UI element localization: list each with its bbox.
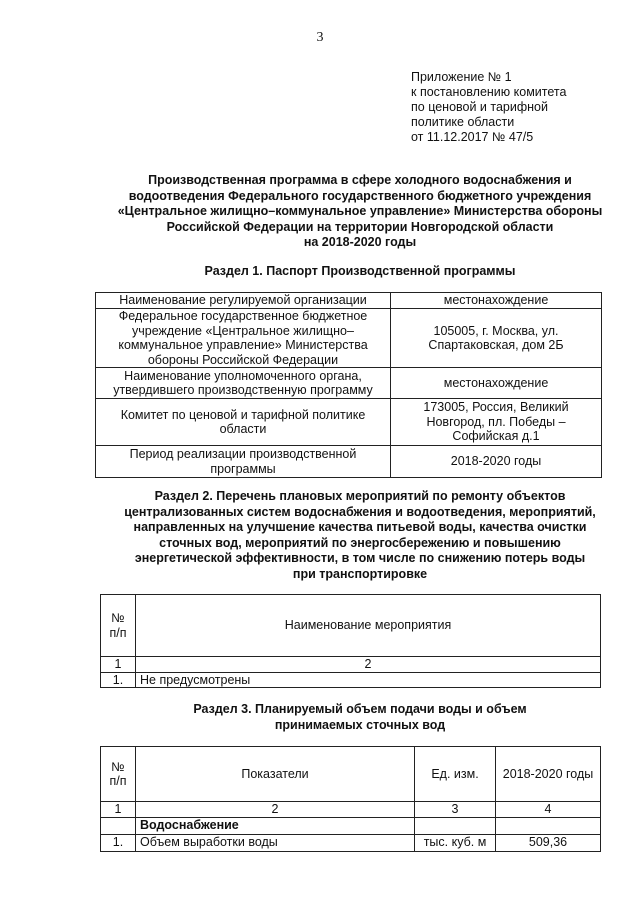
table-cell: 4: [496, 802, 601, 818]
volume-table: [100, 746, 601, 852]
table-cell: 1.: [101, 672, 136, 688]
table-cell: [415, 817, 496, 834]
title-line: на 2018-2020 годы: [303, 235, 417, 250]
table-cell: 1.: [101, 834, 136, 851]
table-group-row: [101, 817, 601, 834]
table-cell: местонахождение: [391, 293, 602, 309]
title-line: Производственная программа в сфере холодного водоснабжения и: [148, 173, 572, 187]
header-cell: 2018-2020 годы: [496, 747, 601, 802]
appendix-block: [411, 70, 566, 145]
section2-heading: [95, 489, 625, 583]
heading-line: Раздел 2. Перечень плановых мероприятий по ремонту объектов: [154, 489, 566, 503]
heading-line: энергетической эффективности, в том числе по снижению потерь воды: [134, 551, 586, 566]
title-line: «Центральное жилищно–коммунальное управление» Министерства обороны: [117, 204, 603, 219]
appendix-line: к постановлению комитета: [411, 85, 567, 99]
measures-table: [100, 594, 601, 688]
table-cell: Объем выработки воды: [136, 834, 415, 851]
table-cell: 2018-2020 годы: [391, 446, 602, 478]
table-cell: 105005, г. Москва, ул. Спартаковская, дом 2Б: [391, 309, 602, 368]
heading-line: принимаемых сточных вод: [274, 717, 446, 732]
table-header-row: [101, 595, 601, 657]
header-cell: № п/п: [101, 595, 136, 657]
table-row: [96, 293, 602, 309]
table-cell: местонахождение: [391, 368, 602, 399]
title-line: водоотведения Федерального государственного бюджетного учреждения: [128, 188, 592, 203]
table-cell: [101, 817, 136, 834]
appendix-line: по ценовой и тарифной: [411, 100, 548, 114]
heading-line: при транспортировке: [292, 566, 428, 581]
header-cell: Ед. изм.: [415, 747, 496, 802]
section3-heading: [95, 702, 625, 733]
table-cell: Комитет по ценовой и тарифной политике области: [96, 399, 391, 446]
title-line: Российской Федерации на территории Новгородской области: [166, 219, 554, 234]
heading-line: Раздел 3. Планируемый объем подачи воды и объем: [193, 702, 527, 716]
table-cell: тыс. куб. м: [415, 834, 496, 851]
table-cell: Не предусмотрены: [136, 672, 601, 688]
table-cell: Период реализации производственной программы: [96, 446, 391, 478]
page-number: 3: [316, 30, 324, 45]
appendix-line: от 11.12.2017 № 47/5: [411, 130, 534, 144]
table-cell: 1: [101, 657, 136, 673]
table-cell: Федеральное государственное бюджетное учреждение «Центральное жилищно–коммунальное управление» Министерства обороны Российской Федерации: [96, 309, 391, 368]
heading-line: централизованных систем водоснабжения и водоотведения, мероприятий,: [124, 504, 596, 519]
table-row: [96, 446, 602, 478]
table-row: [96, 309, 602, 368]
table-index-row: [101, 802, 601, 818]
table-cell: Наименование уполномоченного органа, утвердившего производственную программу: [96, 368, 391, 399]
table-row: [101, 834, 601, 851]
table-cell: 173005, Россия, Великий Новгород, пл. Победы – Софийская д.1: [391, 399, 602, 446]
header-cell: Наименование мероприятия: [136, 595, 601, 657]
heading-line: направленных на улучшение качества питьевой воды, качества очистки: [133, 520, 587, 535]
header-cell: № п/п: [101, 747, 136, 802]
table-header-row: [101, 747, 601, 802]
section1-heading: Раздел 1. Паспорт Производственной программы: [204, 264, 516, 278]
document-title: [95, 173, 625, 251]
table-cell: 2: [136, 802, 415, 818]
table-cell: [496, 817, 601, 834]
table-row: [101, 672, 601, 688]
table-cell: 2: [136, 657, 601, 673]
appendix-line: Приложение № 1: [411, 70, 512, 84]
table-cell: 3: [415, 802, 496, 818]
table-cell: 509,36: [496, 834, 601, 851]
table-cell: Водоснабжение: [136, 817, 415, 834]
table-row: [96, 399, 602, 446]
table-index-row: [101, 657, 601, 673]
heading-line: сточных вод, мероприятий по энергосбережению и повышению: [159, 535, 561, 550]
passport-table: [95, 292, 602, 478]
table-cell: 1: [101, 802, 136, 818]
table-row: [96, 368, 602, 399]
appendix-line: политике области: [411, 115, 515, 129]
header-cell: Показатели: [136, 747, 415, 802]
table-cell: Наименование регулируемой организации: [96, 293, 391, 309]
